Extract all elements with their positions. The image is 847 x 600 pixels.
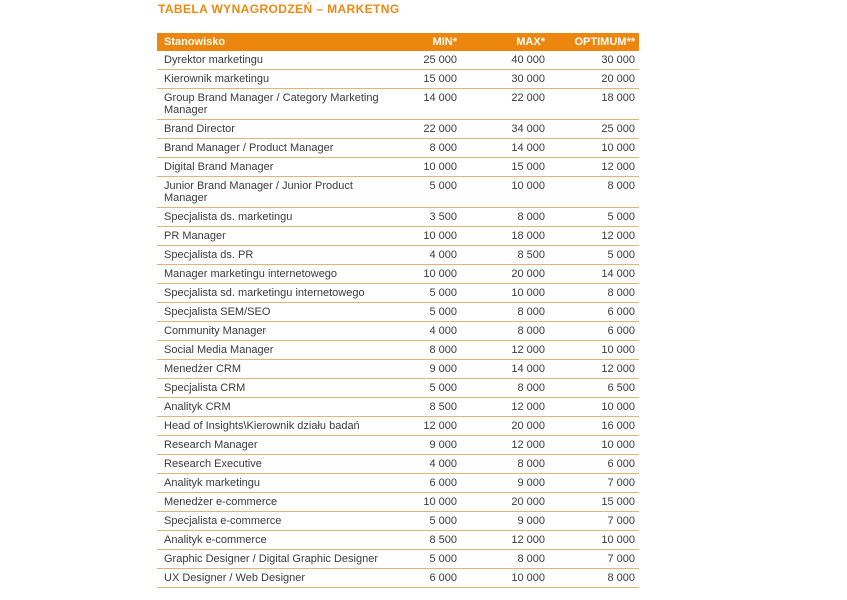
table-row (157, 569, 639, 588)
min-cell: 5 000 (403, 177, 461, 208)
min-cell: 9 000 (403, 360, 461, 379)
min-cell: 4 000 (403, 455, 461, 474)
min-cell: 9 000 (403, 436, 461, 455)
min-cell: 3 500 (403, 208, 461, 227)
max-cell: 34 000 (461, 120, 549, 139)
table-row (157, 379, 639, 398)
optimum-cell: 14 000 (549, 265, 639, 284)
position-cell: Community Manager (157, 322, 403, 341)
optimum-cell: 18 000 (549, 89, 639, 120)
table-row (157, 139, 639, 158)
position-cell: Dyrektor marketingu (157, 51, 403, 70)
position-cell: Menedżer CRM (157, 360, 403, 379)
position-cell: Digital Brand Manager (157, 158, 403, 177)
table-row (157, 417, 639, 436)
table-row (157, 512, 639, 531)
position-cell: Manager marketingu internetowego (157, 265, 403, 284)
max-cell: 8 000 (461, 322, 549, 341)
optimum-cell: 6 000 (549, 322, 639, 341)
table-row (157, 531, 639, 550)
optimum-cell: 7 000 (549, 474, 639, 493)
optimum-cell: 10 000 (549, 341, 639, 360)
table-row (157, 227, 639, 246)
table-row (157, 455, 639, 474)
max-cell: 12 000 (461, 398, 549, 417)
table-row (157, 89, 639, 120)
optimum-cell: 10 000 (549, 139, 639, 158)
table-row (157, 550, 639, 569)
max-cell: 10 000 (461, 284, 549, 303)
min-cell: 25 000 (403, 51, 461, 70)
optimum-cell: 25 000 (549, 120, 639, 139)
optimum-cell: 8 000 (549, 177, 639, 208)
max-cell: 8 500 (461, 246, 549, 265)
table-row (157, 284, 639, 303)
min-cell: 10 000 (403, 158, 461, 177)
table-row (157, 158, 639, 177)
max-cell: 14 000 (461, 139, 549, 158)
optimum-cell: 12 000 (549, 360, 639, 379)
min-cell: 10 000 (403, 493, 461, 512)
max-cell: 8 000 (461, 550, 549, 569)
table-row (157, 360, 639, 379)
max-cell: 9 000 (461, 512, 549, 531)
page-content (157, 2, 643, 588)
table-row (157, 208, 639, 227)
max-cell: 12 000 (461, 341, 549, 360)
optimum-cell: 12 000 (549, 227, 639, 246)
optimum-cell: 7 000 (549, 550, 639, 569)
table-row (157, 51, 639, 70)
min-cell: 22 000 (403, 120, 461, 139)
optimum-cell: 6 500 (549, 379, 639, 398)
position-cell: Specjalista CRM (157, 379, 403, 398)
min-cell: 4 000 (403, 322, 461, 341)
table-row (157, 303, 639, 322)
position-cell: Specjalista sd. marketingu internetowego (157, 284, 403, 303)
min-cell: 4 000 (403, 246, 461, 265)
min-cell: 10 000 (403, 265, 461, 284)
table-row (157, 265, 639, 284)
table-row (157, 120, 639, 139)
salary-table (157, 33, 639, 588)
optimum-cell: 10 000 (549, 531, 639, 550)
position-cell: UX Designer / Web Designer (157, 569, 403, 588)
position-cell: PR Manager (157, 227, 403, 246)
optimum-cell: 20 000 (549, 70, 639, 89)
optimum-cell: 6 000 (549, 455, 639, 474)
min-cell: 8 000 (403, 341, 461, 360)
position-cell: Group Brand Manager / Category Marketing Manager (157, 89, 403, 120)
max-cell: 20 000 (461, 417, 549, 436)
max-cell: 10 000 (461, 177, 549, 208)
position-cell: Junior Brand Manager / Junior Product Manager (157, 177, 403, 208)
table-body (157, 51, 639, 588)
min-cell: 10 000 (403, 227, 461, 246)
optimum-cell: 15 000 (549, 493, 639, 512)
optimum-cell: 12 000 (549, 158, 639, 177)
column-header-optimum: OPTIMUM** (549, 33, 639, 51)
min-cell: 8 500 (403, 398, 461, 417)
optimum-cell: 30 000 (549, 51, 639, 70)
optimum-cell: 8 000 (549, 284, 639, 303)
table-row (157, 493, 639, 512)
min-cell: 5 000 (403, 550, 461, 569)
optimum-cell: 5 000 (549, 246, 639, 265)
max-cell: 14 000 (461, 360, 549, 379)
min-cell: 12 000 (403, 417, 461, 436)
table-row (157, 398, 639, 417)
position-cell: Analityk e-commerce (157, 531, 403, 550)
column-header-max: MAX* (461, 33, 549, 51)
position-cell: Brand Manager / Product Manager (157, 139, 403, 158)
table-row (157, 436, 639, 455)
max-cell: 18 000 (461, 227, 549, 246)
position-cell: Kierownik marketingu (157, 70, 403, 89)
position-cell: Analityk CRM (157, 398, 403, 417)
max-cell: 8 000 (461, 455, 549, 474)
table-row (157, 322, 639, 341)
position-cell: Graphic Designer / Digital Graphic Designer (157, 550, 403, 569)
max-cell: 30 000 (461, 70, 549, 89)
max-cell: 8 000 (461, 303, 549, 322)
max-cell: 8 000 (461, 379, 549, 398)
min-cell: 15 000 (403, 70, 461, 89)
min-cell: 5 000 (403, 303, 461, 322)
max-cell: 15 000 (461, 158, 549, 177)
table-row (157, 341, 639, 360)
position-cell: Research Executive (157, 455, 403, 474)
optimum-cell: 7 000 (549, 512, 639, 531)
position-cell: Brand Director (157, 120, 403, 139)
max-cell: 20 000 (461, 265, 549, 284)
position-cell: Specjalista ds. marketingu (157, 208, 403, 227)
min-cell: 5 000 (403, 512, 461, 531)
position-cell: Head of Insights\Kierownik działu badań (157, 417, 403, 436)
max-cell: 8 000 (461, 208, 549, 227)
min-cell: 5 000 (403, 379, 461, 398)
max-cell: 10 000 (461, 569, 549, 588)
optimum-cell: 5 000 (549, 208, 639, 227)
table-row (157, 177, 639, 208)
table-header-row (157, 33, 639, 51)
position-cell: Research Manager (157, 436, 403, 455)
max-cell: 12 000 (461, 531, 549, 550)
min-cell: 5 000 (403, 284, 461, 303)
min-cell: 8 500 (403, 531, 461, 550)
column-header-stanowisko: Stanowisko (157, 33, 403, 51)
min-cell: 6 000 (403, 569, 461, 588)
max-cell: 40 000 (461, 51, 549, 70)
table-row (157, 70, 639, 89)
min-cell: 14 000 (403, 89, 461, 120)
table-row (157, 474, 639, 493)
min-cell: 6 000 (403, 474, 461, 493)
max-cell: 22 000 (461, 89, 549, 120)
optimum-cell: 10 000 (549, 436, 639, 455)
position-cell: Social Media Manager (157, 341, 403, 360)
optimum-cell: 8 000 (549, 569, 639, 588)
optimum-cell: 16 000 (549, 417, 639, 436)
page-title: TABELA WYNAGRODZEŃ – MARKETNG (158, 2, 400, 16)
position-cell: Menedżer e-commerce (157, 493, 403, 512)
max-cell: 9 000 (461, 474, 549, 493)
position-cell: Specjalista ds. PR (157, 246, 403, 265)
table-row (157, 246, 639, 265)
optimum-cell: 10 000 (549, 398, 639, 417)
column-header-min: MIN* (403, 33, 461, 51)
optimum-cell: 6 000 (549, 303, 639, 322)
max-cell: 20 000 (461, 493, 549, 512)
min-cell: 8 000 (403, 139, 461, 158)
max-cell: 12 000 (461, 436, 549, 455)
position-cell: Specjalista e-commerce (157, 512, 403, 531)
position-cell: Analityk marketingu (157, 474, 403, 493)
position-cell: Specjalista SEM/SEO (157, 303, 403, 322)
